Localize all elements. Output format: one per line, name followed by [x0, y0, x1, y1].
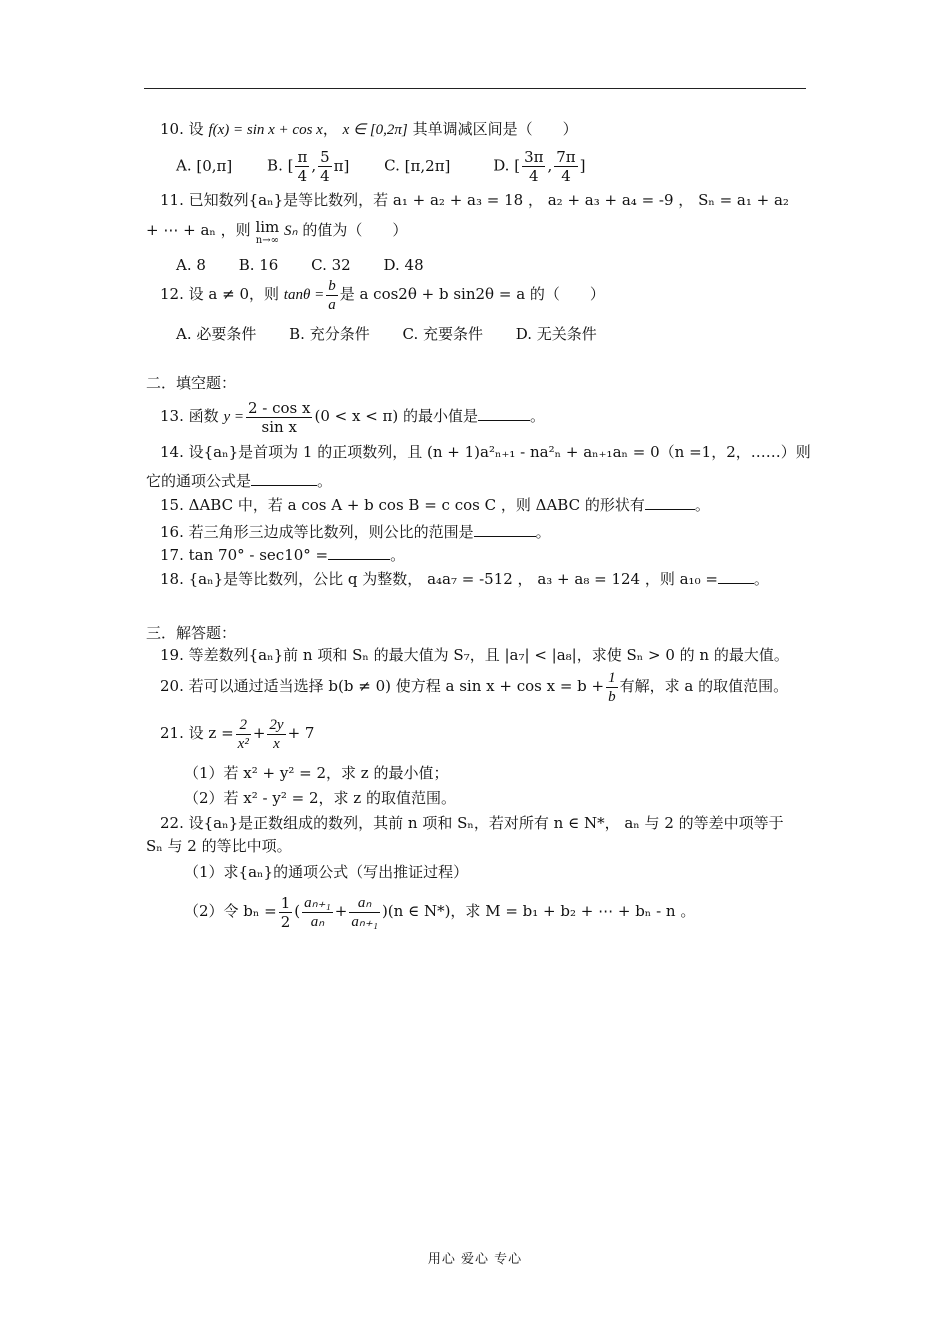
numerator: 5 [320, 148, 330, 166]
question-text: ΔABC 中，若 a cos A + b cos B = c cos C ，则 ΔABC 的形状有 [188, 496, 645, 514]
question-15 [160, 495, 710, 515]
numerator: 2y [269, 716, 284, 733]
punctuation: 。 [753, 570, 769, 588]
question-22-line2: Sₙ 与 2 的等比中项。 [146, 837, 292, 855]
bracket: π] [333, 156, 350, 175]
answer-blank[interactable] [478, 420, 530, 421]
option-c: C. 32 [311, 256, 351, 274]
question-14-line2 [146, 471, 332, 491]
question-number: 13. [160, 407, 184, 425]
answer-blank[interactable] [645, 509, 695, 510]
option-b: B. 16 [238, 256, 279, 274]
question-text: （2）令 bₙ = [184, 902, 277, 920]
denominator: sin x [261, 417, 297, 436]
formula: x ∈ [0,2π] [342, 122, 408, 138]
option-value: [π,2π] [404, 156, 451, 175]
fraction [246, 399, 313, 436]
numerator: π [297, 148, 308, 166]
numerator: 2 - cos x [247, 398, 311, 417]
answer-blank[interactable] [474, 536, 536, 537]
fraction [318, 148, 332, 185]
question-text: 已知数列{aₙ}是等比数列，若 a₁ + a₂ + a₃ = 18 ， a₂ + a₃ + a₄ = -9 ， Sₙ = a₁ + a₂ [188, 191, 789, 209]
punctuation: ， [322, 120, 338, 138]
question-text: 设 z = [188, 724, 234, 742]
question-20 [160, 666, 788, 706]
question-text: {aₙ}是等比数列，公比 q 为整数， a₄a₇ = -512 ， a₃ + a₈ = 124 ，则 a₁₀ = [188, 570, 718, 588]
fraction [326, 277, 338, 314]
question-text: 设{aₙ}是正数组成的数列，其前 n 项和 Sₙ，若对所有 n ∈ N*， aₙ 与 2 的等差中项等于 [188, 814, 784, 832]
option-label: C. [384, 156, 400, 175]
question-16 [160, 522, 551, 542]
question-number: 20. [160, 677, 184, 695]
question-text: 设 a ≠ 0，则 [188, 285, 279, 303]
question-14 [160, 442, 811, 462]
numerator: 7π [556, 148, 576, 166]
limit [255, 220, 279, 248]
denominator: x² [237, 735, 249, 752]
punctuation: 。 [390, 546, 406, 564]
question-text: 其单调减区间是（ ） [412, 120, 578, 138]
denominator: a [328, 296, 336, 313]
question-number: 11. [160, 191, 184, 209]
answer-blank[interactable] [328, 559, 390, 560]
limit-subscript: n→∞ [255, 235, 279, 246]
question-21 [160, 713, 314, 753]
question-number: 22. [160, 814, 184, 832]
question-text: (0 < x < π) 的最小值是 [314, 407, 479, 425]
question-text: 若三角形三边成等比数列，则公比的范围是 [188, 523, 474, 541]
punctuation: 。 [530, 407, 546, 425]
question-22-part1: （1）求{aₙ}的通项公式（写出推证过程） [184, 863, 469, 881]
numerator: 2 [236, 716, 251, 735]
fraction [606, 669, 618, 706]
section-heading: 三．解答题： [146, 624, 237, 642]
formula: Sₙ [284, 223, 298, 239]
option-value: [0,π] [196, 156, 233, 175]
question-text: )(n ∈ N*)，求 M = b₁ + b₂ + ⋯ + bₙ - n 。 [381, 902, 696, 920]
question-text: 函数 [188, 407, 219, 425]
option-c: C. 充要条件 [402, 325, 483, 343]
limit-word: lim [255, 218, 280, 236]
denominator: 4 [320, 167, 330, 185]
option-a: A. 必要条件 [176, 325, 257, 343]
question-21-part2: （2）若 x² - y² = 2，求 z 的取值范围。 [184, 789, 456, 807]
fraction [295, 148, 309, 185]
question-text: 的值为（ ） [302, 221, 408, 239]
question-10 [160, 119, 578, 140]
punctuation: 。 [317, 472, 333, 490]
operator: + [334, 902, 348, 920]
question-12 [160, 276, 605, 314]
option-label: B. [267, 156, 283, 175]
numerator: 1 [280, 893, 291, 912]
option-d: D. 48 [383, 256, 424, 274]
fraction [236, 716, 251, 753]
question-text: 若可以通过适当选择 b(b ≠ 0) 使方程 a sin x + cos x = b + [188, 677, 605, 695]
denominator: 4 [297, 167, 308, 185]
question-10-options: A. [0,π] B. [ $\frac{\pi}{4}$ , $\frac{5}{4}$ π] C. [π,2π] D. [ $\frac{3\pi}{4}$ , $\frac{7\pi}{4}$ ] [176, 148, 586, 185]
question-text: 是 a cos2θ + b sin2θ = a 的（ ） [339, 285, 605, 303]
fraction [267, 716, 285, 753]
question-text: 设{aₙ}是首项为 1 的正项数列，且 (n + 1)a²ₙ₊₁ - na²ₙ + aₙ₊₁aₙ = 0（n =1，2，……）则 [188, 443, 811, 461]
question-text: tan 70° - sec10° = [188, 546, 329, 564]
question-11-options [176, 255, 452, 275]
numerator: 1 [608, 669, 616, 686]
bracket: [ [287, 156, 294, 175]
formula: y = [223, 409, 244, 425]
option-d: D. 无关条件 [515, 325, 597, 343]
denominator: aₙ₊₁ [351, 913, 378, 930]
question-13 [160, 396, 545, 437]
question-19 [160, 645, 789, 665]
denominator: 4 [529, 167, 539, 185]
question-number: 18. [160, 570, 184, 588]
option-label: D. [493, 156, 510, 175]
fraction [279, 894, 293, 931]
operator: + [252, 724, 266, 742]
question-17 [160, 545, 405, 565]
fraction [522, 148, 545, 185]
question-text: 它的通项公式是 [146, 472, 252, 490]
fraction [349, 894, 380, 931]
option-label: A. [176, 156, 192, 175]
question-number: 21. [160, 724, 184, 742]
question-11 [160, 190, 789, 210]
numerator: b [328, 277, 336, 294]
denominator: b [608, 688, 616, 705]
question-18 [160, 569, 769, 589]
question-22-part2 [184, 888, 695, 934]
question-text: 等差数列{aₙ}前 n 项和 Sₙ 的最大值为 S₇，且 |a₇| < |a₈|，求使 Sₙ > 0 的 n 的最大值。 [188, 646, 789, 664]
question-number: 17. [160, 546, 184, 564]
question-11-line2 [146, 220, 407, 248]
punctuation: 。 [694, 496, 710, 514]
question-text: 设 [188, 120, 204, 138]
punctuation: 。 [535, 523, 551, 541]
answer-blank[interactable] [718, 583, 754, 584]
answer-blank[interactable] [251, 485, 317, 486]
question-number: 16. [160, 523, 184, 541]
formula: + 7 [287, 724, 315, 742]
question-21-part1: （1）若 x² + y² = 2，求 z 的最小值； [184, 764, 449, 782]
question-number: 10. [160, 120, 184, 138]
option-b: B. 充分条件 [289, 325, 370, 343]
denominator: 2 [280, 912, 291, 931]
denominator: aₙ [310, 913, 325, 930]
question-text: 有解，求 a 的取值范围。 [619, 677, 789, 695]
question-number: 14. [160, 443, 184, 461]
header-rule [144, 88, 806, 89]
formula: tanθ = [283, 287, 325, 303]
question-number: 12. [160, 285, 184, 303]
option-a: A. 8 [176, 256, 206, 274]
page-footer: 用心 爱心 专心 [427, 1252, 523, 1267]
question-number: 19. [160, 646, 184, 664]
fraction [302, 894, 333, 931]
denominator: 4 [561, 167, 571, 185]
bracket: ( [294, 902, 301, 920]
formula: f(x) = sin x + cos x [208, 122, 323, 138]
question-12-options [176, 324, 625, 344]
numerator: 3π [524, 148, 544, 166]
question-22 [160, 813, 784, 833]
section-heading: 二．填空题： [146, 374, 237, 392]
denominator: x [273, 735, 280, 752]
numerator: aₙ₊₁ [304, 894, 331, 911]
fraction [554, 148, 577, 185]
question-text: + ⋯ + aₙ ，则 [146, 221, 251, 239]
question-number: 15. [160, 496, 184, 514]
numerator: aₙ [349, 894, 380, 913]
